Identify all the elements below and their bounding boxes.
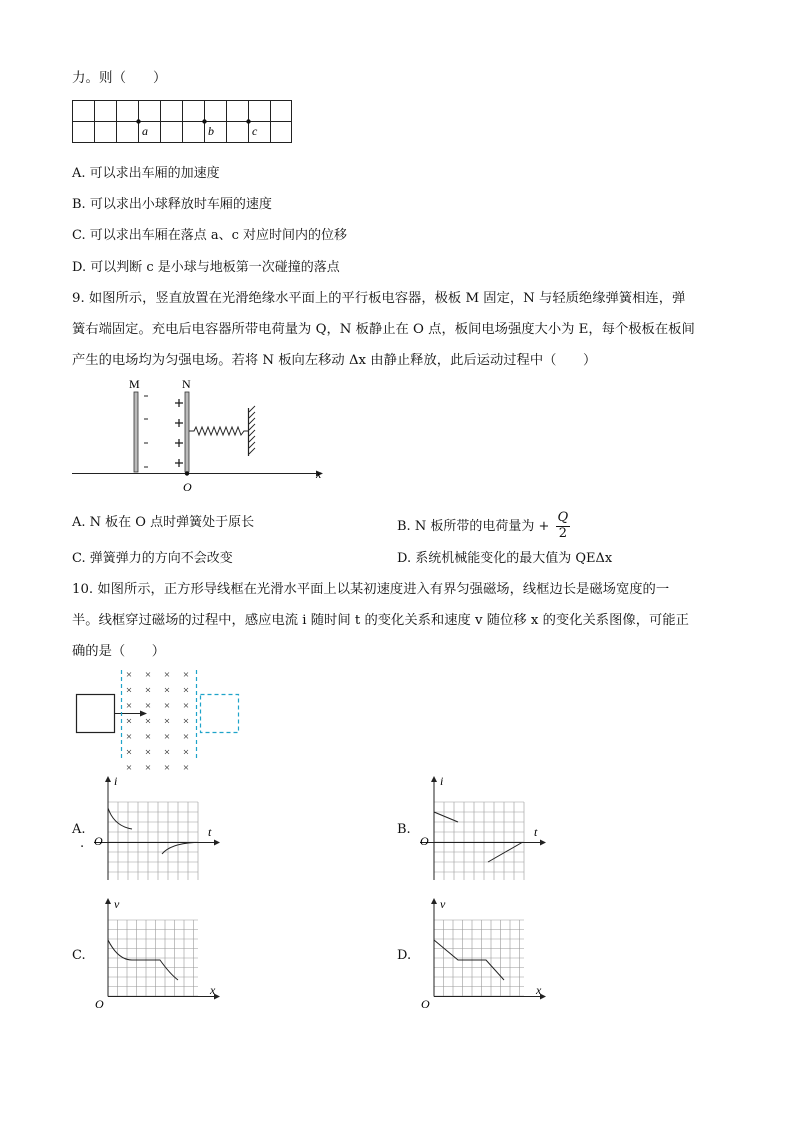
- graph-a-grid: [108, 802, 198, 880]
- wire-loop: [77, 695, 115, 733]
- graph-b-grid: [434, 802, 524, 880]
- field-cross: ×: [125, 762, 133, 774]
- q10-option-c-label: C.: [72, 948, 86, 963]
- field-cross: ×: [163, 669, 171, 681]
- field-cross: ×: [144, 669, 152, 681]
- point-o: [185, 471, 189, 475]
- field-cross: ×: [125, 684, 133, 697]
- spring: [189, 427, 248, 435]
- field-cross: ×: [182, 669, 190, 681]
- q9-option-d: D. 系统机械能变化的最大值为 QEΔx: [397, 551, 613, 566]
- field-cross: ×: [125, 731, 133, 743]
- q10-option-b-label: B.: [397, 822, 411, 837]
- graph-d-line: [434, 940, 504, 980]
- graph-a-curve-1: [108, 808, 132, 829]
- label-b: b: [208, 124, 214, 138]
- field-cross: ×: [125, 746, 133, 759]
- graph-a-y-label: i: [114, 774, 118, 788]
- q8-option-d: D. 可以判断 c 是小球与地板第一次碰撞的落点: [72, 260, 340, 275]
- field-cross: ×: [125, 669, 133, 681]
- field-cross: ×: [144, 700, 152, 712]
- point-b: [202, 119, 206, 123]
- graph-c-y-label: v: [114, 897, 120, 911]
- field-cross: ×: [182, 700, 190, 712]
- q9-stem-line-3: 产生的电场均为匀强电场。若将 N 板向左移动 Δx 由静止释放，此后运动过程中（ ）: [72, 353, 597, 368]
- graph-a-x-label: t: [208, 825, 212, 839]
- q10-option-d-label: D.: [397, 948, 412, 963]
- graph-a-origin: O: [94, 834, 103, 848]
- graph-a: [90, 776, 230, 884]
- capacitor-figure: [72, 374, 332, 496]
- fraction-denominator: 2: [558, 525, 567, 541]
- graph-c: [90, 898, 230, 1010]
- q10-stem-line-1: 10. 如图所示，正方形导线框在光滑水平面上以某初速度进入有界匀强磁场，线框边长是磁场宽度的一: [72, 582, 670, 597]
- graph-b-line-1: [434, 812, 458, 822]
- minus-signs: [144, 396, 148, 467]
- plate-n: [185, 392, 189, 472]
- graph-d: [416, 898, 556, 1010]
- q10-stem-line-3: 确的是（ ）: [72, 644, 166, 659]
- q10-stem-line-2: 半。线框穿过磁场的过程中，感应电流 i 随时间 t 的变化关系和速度 v 随位移 x 的变化关系图像，可能正: [72, 613, 689, 628]
- q9-option-c: C. 弹簧弹力的方向不会改变: [72, 551, 233, 566]
- graph-c-origin: O: [95, 997, 104, 1011]
- point-c: [246, 119, 250, 123]
- graph-b: [416, 776, 556, 884]
- q10-option-a-dot: .: [80, 836, 85, 851]
- q9-stem-line-1: 9. 如图所示，竖直放置在光滑绝缘水平面上的平行板电容器，极板 M 固定，N 与轻质绝缘弹簧相连，弹: [72, 291, 686, 306]
- graph-c-x-label: x: [210, 983, 216, 997]
- field-cross: ×: [125, 715, 133, 728]
- origin-label: O: [183, 480, 192, 494]
- graph-b-origin: O: [420, 834, 429, 848]
- x-axis-label: x: [316, 467, 322, 481]
- field-cross: ×: [144, 746, 152, 759]
- graph-c-curve: [108, 940, 178, 980]
- graph-d-origin: O: [421, 997, 430, 1011]
- field-cross: ×: [144, 731, 152, 743]
- field-cross: ×: [125, 700, 133, 712]
- q8-grid-figure: [72, 98, 294, 146]
- q8-option-b: B. 可以求出小球释放时车厢的速度: [72, 197, 272, 212]
- magnetic-field-figure: [72, 666, 242, 774]
- label-c: c: [252, 124, 258, 138]
- loop-exit-position: [201, 695, 239, 733]
- graph-b-x-label: t: [534, 825, 538, 839]
- field-cross: ×: [163, 731, 171, 743]
- graph-d-y-label: v: [440, 897, 446, 911]
- q9-stem-line-2: 簧右端固定。充电后电容器所带电荷量为 Q，N 板静止在 O 点，板间电场强度大小为 E，每个极板在板间: [72, 322, 695, 337]
- field-cross: ×: [163, 700, 171, 712]
- fraction-numerator: Q: [557, 510, 569, 525]
- plate-m-label: M: [129, 377, 140, 391]
- label-a: a: [142, 124, 148, 138]
- field-cross: ×: [163, 746, 171, 759]
- q9-option-a: A. N 板在 O 点时弹簧处于原长: [72, 515, 255, 530]
- field-crosses: [126, 669, 189, 774]
- field-cross: ×: [182, 762, 190, 774]
- q8-option-a: A. 可以求出车厢的加速度: [72, 166, 220, 181]
- field-cross: ×: [182, 731, 190, 743]
- graph-b-y-label: i: [440, 774, 444, 788]
- field-cross: ×: [163, 715, 171, 728]
- q8-option-c: C. 可以求出车厢在落点 a、c 对应时间内的位移: [72, 228, 348, 243]
- field-cross: ×: [144, 715, 152, 728]
- field-cross: ×: [182, 684, 190, 697]
- field-cross: ×: [182, 746, 190, 759]
- q9-option-b-text: B. N 板所带的电荷量为 +: [397, 518, 550, 534]
- plus-signs: [175, 399, 183, 467]
- field-cross: ×: [144, 684, 152, 697]
- q9-option-b: [397, 511, 570, 542]
- plate-n-label: N: [182, 377, 191, 391]
- field-cross: ×: [144, 762, 152, 774]
- field-cross: ×: [163, 684, 171, 697]
- field-cross: ×: [182, 715, 190, 728]
- point-a: [136, 119, 140, 123]
- q10-option-a-label: A.: [72, 822, 86, 837]
- graph-d-x-label: x: [536, 983, 542, 997]
- plate-m: [134, 392, 138, 472]
- field-cross: ×: [163, 762, 171, 774]
- graph-c-grid: [108, 920, 198, 996]
- q8-stem-tail: 力。则（ ）: [72, 70, 167, 86]
- graph-d-grid: [434, 920, 524, 996]
